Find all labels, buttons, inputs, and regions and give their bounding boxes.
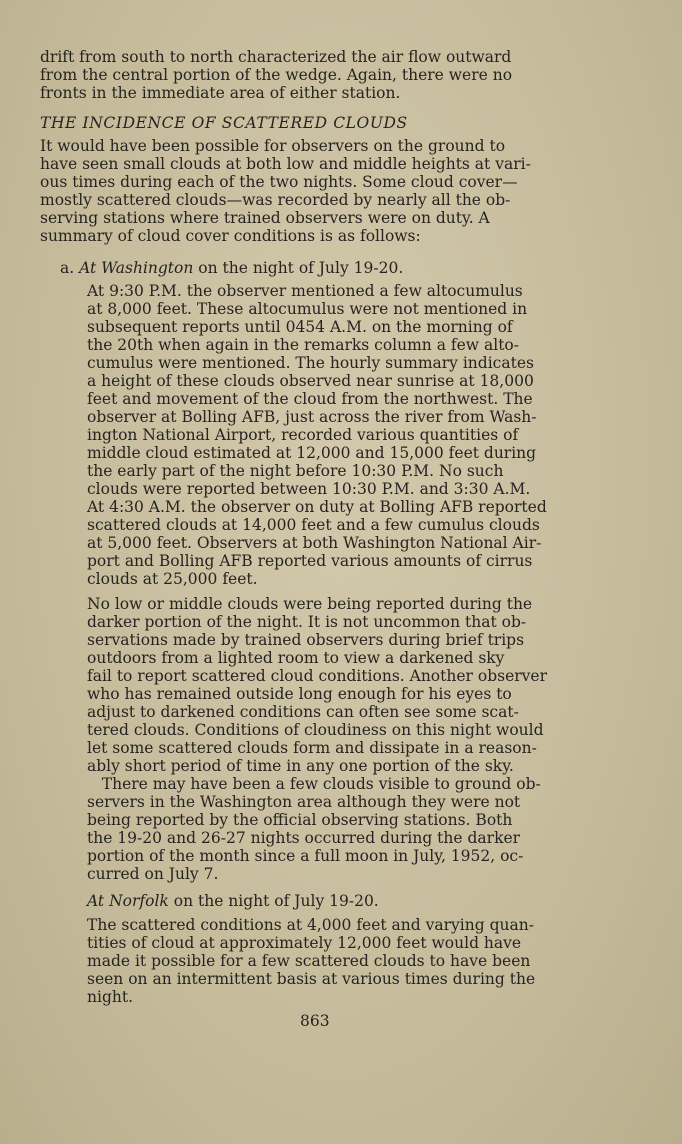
text-line: have seen small clouds at both low and middle heights at vari- [40,155,531,173]
text-line: made it possible for a few scattered clouds to have been [87,952,531,970]
text-line: The scattered conditions at 4,000 feet and varying quan- [87,916,534,934]
item-a-heading [60,259,403,277]
text-line: fronts in the immediate area of either station. [40,84,401,102]
page-number: 863 [300,1012,330,1030]
text-line: darker portion of the night. It is not uncommon that ob- [87,613,527,631]
norfolk-rest: on the night of July 19-20. [168,892,379,910]
text-line: ous times during each of the two nights. Some cloud cover— [40,173,518,191]
text-line: drift from south to north characterized the air flow outward [40,48,512,66]
text-line: servers in the Washington area although they were not [87,793,521,811]
text-line: at 5,000 feet. Observers at both Washington National Air- [87,534,542,552]
text-line: No low or middle clouds were being reported during the [87,595,533,613]
text-line: ington National Airport, recorded various quantities of [87,426,519,444]
text-line: scattered clouds at 14,000 feet and a few cumulus clouds [87,516,540,534]
norfolk-place: At Norfolk [87,892,169,910]
norfolk-heading [87,892,379,910]
text-line: let some scattered clouds form and dissipate in a reason- [87,739,537,757]
text-line: At 4:30 A.M. the observer on duty at Bolling AFB reported [87,498,547,516]
text-line: curred on July 7. [87,865,219,883]
text-line: ably short period of time in any one portion of the sky. [87,757,514,775]
text-line: who has remained outside long enough for his eyes to [87,685,512,703]
item-rest: on the night of July 19-20. [193,259,404,277]
text-line: clouds were reported between 10:30 P.M. and 3:30 A.M. [87,480,531,498]
text-line: adjust to darkened conditions can often see some scat- [87,703,519,721]
text-line: mostly scattered clouds—was recorded by nearly all the ob- [40,191,511,209]
text-line: portion of the month since a full moon in July, 1952, oc- [87,847,524,865]
text-line: serving stations where trained observers were on duty. A [40,209,490,227]
text-line: clouds at 25,000 feet. [87,570,258,588]
text-line: observer at Bolling AFB, just across the river from Wash- [87,408,537,426]
text-line: the 20th when again in the remarks column a few alto- [87,336,519,354]
text-line: outdoors from a lighted room to view a darkened sky [87,649,505,667]
item-marker: a. [60,259,75,277]
text-line: seen on an intermittent basis at various times during the [87,970,536,988]
text-line: tities of cloud at approximately 12,000 feet would have [87,934,522,952]
text-line: fail to report scattered cloud conditions. Another observer [87,667,547,685]
text-line: At 9:30 P.M. the observer mentioned a few altocumulus [87,282,523,300]
text-line: middle cloud estimated at 12,000 and 15,000 feet during [87,444,537,462]
text-line: There may have been a few clouds visible to ground ob- [87,775,541,793]
text-line: tered clouds. Conditions of cloudiness on this night would [87,721,544,739]
text-line: at 8,000 feet. These altocumulus were not mentioned in [87,300,528,318]
text-line: being reported by the official observing stations. Both [87,811,513,829]
text-line: port and Bolling AFB reported various amounts of cirrus [87,552,533,570]
section-heading: THE INCIDENCE OF SCATTERED CLOUDS [40,114,408,132]
text-line: a height of these clouds observed near sunrise at 18,000 [87,372,534,390]
text-line: feet and movement of the cloud from the northwest. The [87,390,533,408]
text-line: It would have been possible for observers on the ground to [40,137,506,155]
item-place: At Washington [79,259,194,277]
text-line: from the central portion of the wedge. Again, there were no [40,66,513,84]
text-line: servations made by trained observers during brief trips [87,631,525,649]
text-line: the early part of the night before 10:30 P.M. No such [87,462,504,480]
text-line: night. [87,988,134,1006]
text-line: cumulus were mentioned. The hourly summary indicates [87,354,534,372]
text-line: summary of cloud cover conditions is as follows: [40,227,421,245]
text-line: the 19-20 and 26-27 nights occurred during the darker [87,829,521,847]
text-line: subsequent reports until 0454 A.M. on the morning of [87,318,513,336]
